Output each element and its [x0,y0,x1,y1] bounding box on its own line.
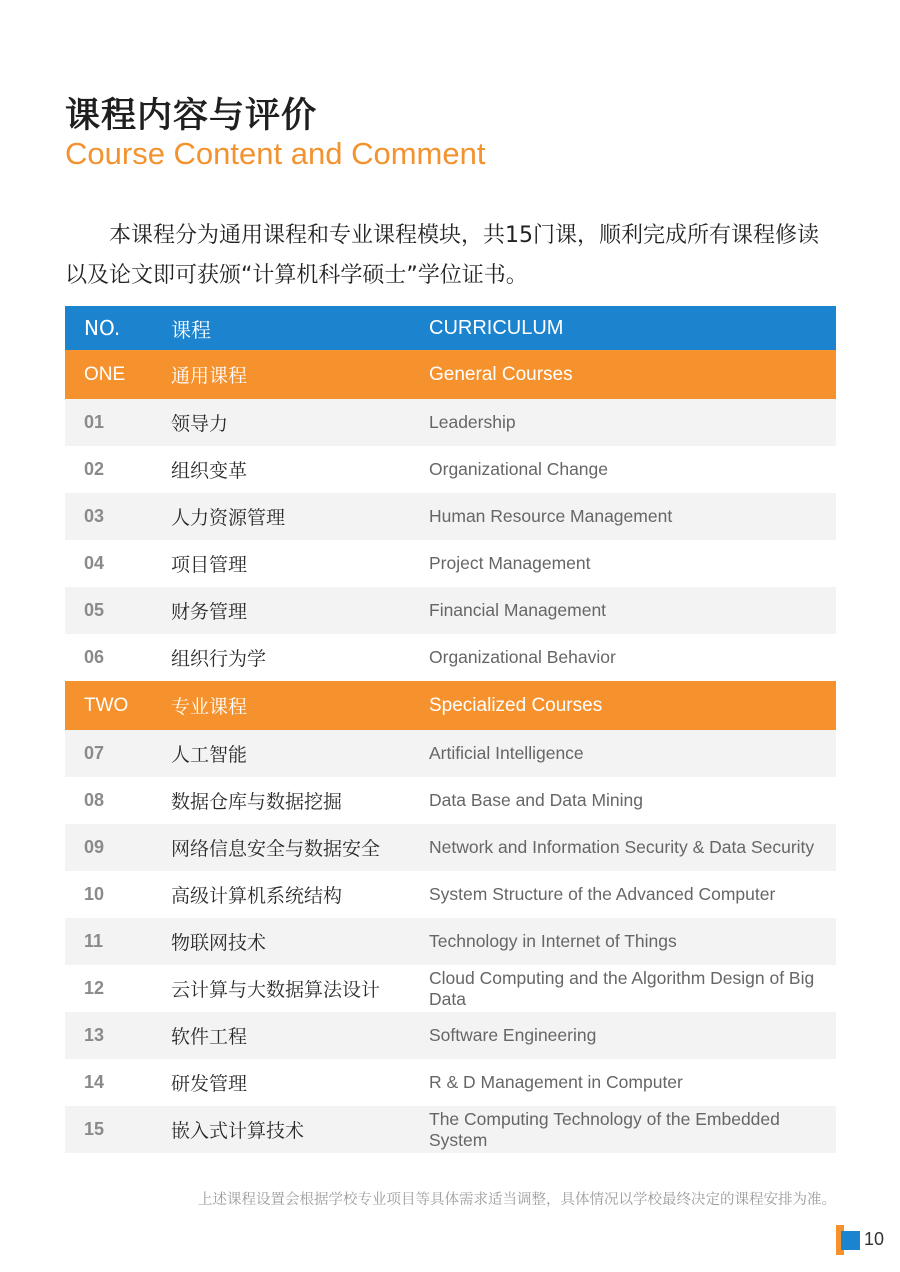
course-cn: 人工智能 [171,744,248,766]
course-no: 14 [84,1072,105,1092]
page-number: 10 [864,1229,885,1249]
course-no: 06 [84,647,105,667]
section-no: TWO [84,694,129,716]
course-no: 10 [84,884,105,904]
course-en: Organizational Behavior [429,647,616,667]
course-cn: 云计算与大数据算法设计 [171,979,381,1001]
course-no: 09 [84,837,105,857]
table-row [65,730,836,777]
section-cn: 通用课程 [171,365,248,387]
section-en: Specialized Courses [429,694,603,716]
course-en: Leadership [429,412,516,432]
course-cn: 项目管理 [171,554,248,576]
page-subtitle: Course Content and Comment [65,136,486,171]
course-cn: 领导力 [171,413,229,435]
course-cn: 高级计算机系统结构 [171,885,343,907]
table-row [65,587,836,634]
course-en: Project Management [429,553,591,573]
table-row [65,540,836,587]
table-row [65,1012,836,1059]
course-en: R & D Management in Computer [429,1072,683,1092]
table-row [65,399,836,446]
course-cn: 组织变革 [171,460,248,482]
course-en: The Computing Technology of the Embedded System [429,1108,780,1150]
course-en: Technology in Internet of Things [429,931,677,951]
table-row [65,446,836,493]
section-cn: 专业课程 [171,696,248,718]
course-cn: 组织行为学 [171,648,267,670]
course-no: 01 [84,412,105,432]
footnote: 上述课程设置会根据学校专业项目等具体需求适当调整，具体情况以学校最终决定的课程安排为准。 [198,1192,836,1208]
course-en: Software Engineering [429,1025,597,1045]
course-no: 05 [84,600,105,620]
course-no: 04 [84,553,105,573]
course-en: Human Resource Management [429,506,673,526]
course-no: 13 [84,1025,105,1045]
header-en: CURRICULUM [429,316,564,339]
course-no: 02 [84,459,105,479]
table-row [65,871,836,918]
course-en: Cloud Computing and the Algorithm Design of Big Data [429,967,815,1009]
table-row [65,777,836,824]
course-no: 15 [84,1119,105,1139]
course-en: Financial Management [429,600,607,620]
course-en: Network and Information Security & Data Security [429,837,815,857]
course-cn: 嵌入式计算技术 [171,1120,305,1142]
course-no: 11 [84,931,104,951]
header-cn: 课程 [171,317,211,342]
section-no: ONE [84,363,126,385]
table-row [65,1059,836,1106]
section-en: General Courses [429,363,573,385]
table-row [65,1106,836,1153]
page-number-badge [836,1225,896,1255]
page-title: 课程内容与评价 [65,96,318,136]
course-en: Organizational Change [429,459,609,479]
course-no: 12 [84,978,105,998]
course-no: 03 [84,506,105,526]
course-cn: 物联网技术 [171,932,267,954]
course-cn: 数据仓库与数据挖掘 [171,791,343,813]
course-en: Artificial Intelligence [429,743,584,763]
section-row-general [65,350,836,399]
course-cn: 软件工程 [171,1026,248,1048]
table-row [65,634,836,681]
curriculum-table [65,306,836,1153]
page-marker-blue-icon [841,1231,860,1250]
course-cn: 网络信息安全与数据安全 [171,838,381,860]
table-header-row [65,306,836,350]
course-no: 07 [84,743,105,763]
section-row-specialized [65,681,836,730]
header-no: NO. [84,316,121,340]
course-en: System Structure of the Advanced Computer [429,884,776,904]
table-row [65,965,836,1012]
table-row [65,918,836,965]
course-cn: 人力资源管理 [171,507,286,529]
intro-paragraph: 本课程分为通用课程和专业课程模块，共15门课，顺利完成所有课程修读以及论文即可获颁“计算机科学硕士”学位证书。 [65,223,819,288]
table-row [65,493,836,540]
table-row [65,824,836,871]
course-cn: 研发管理 [171,1073,248,1095]
course-cn: 财务管理 [171,601,248,623]
course-no: 08 [84,790,105,810]
course-en: Data Base and Data Mining [429,790,644,810]
